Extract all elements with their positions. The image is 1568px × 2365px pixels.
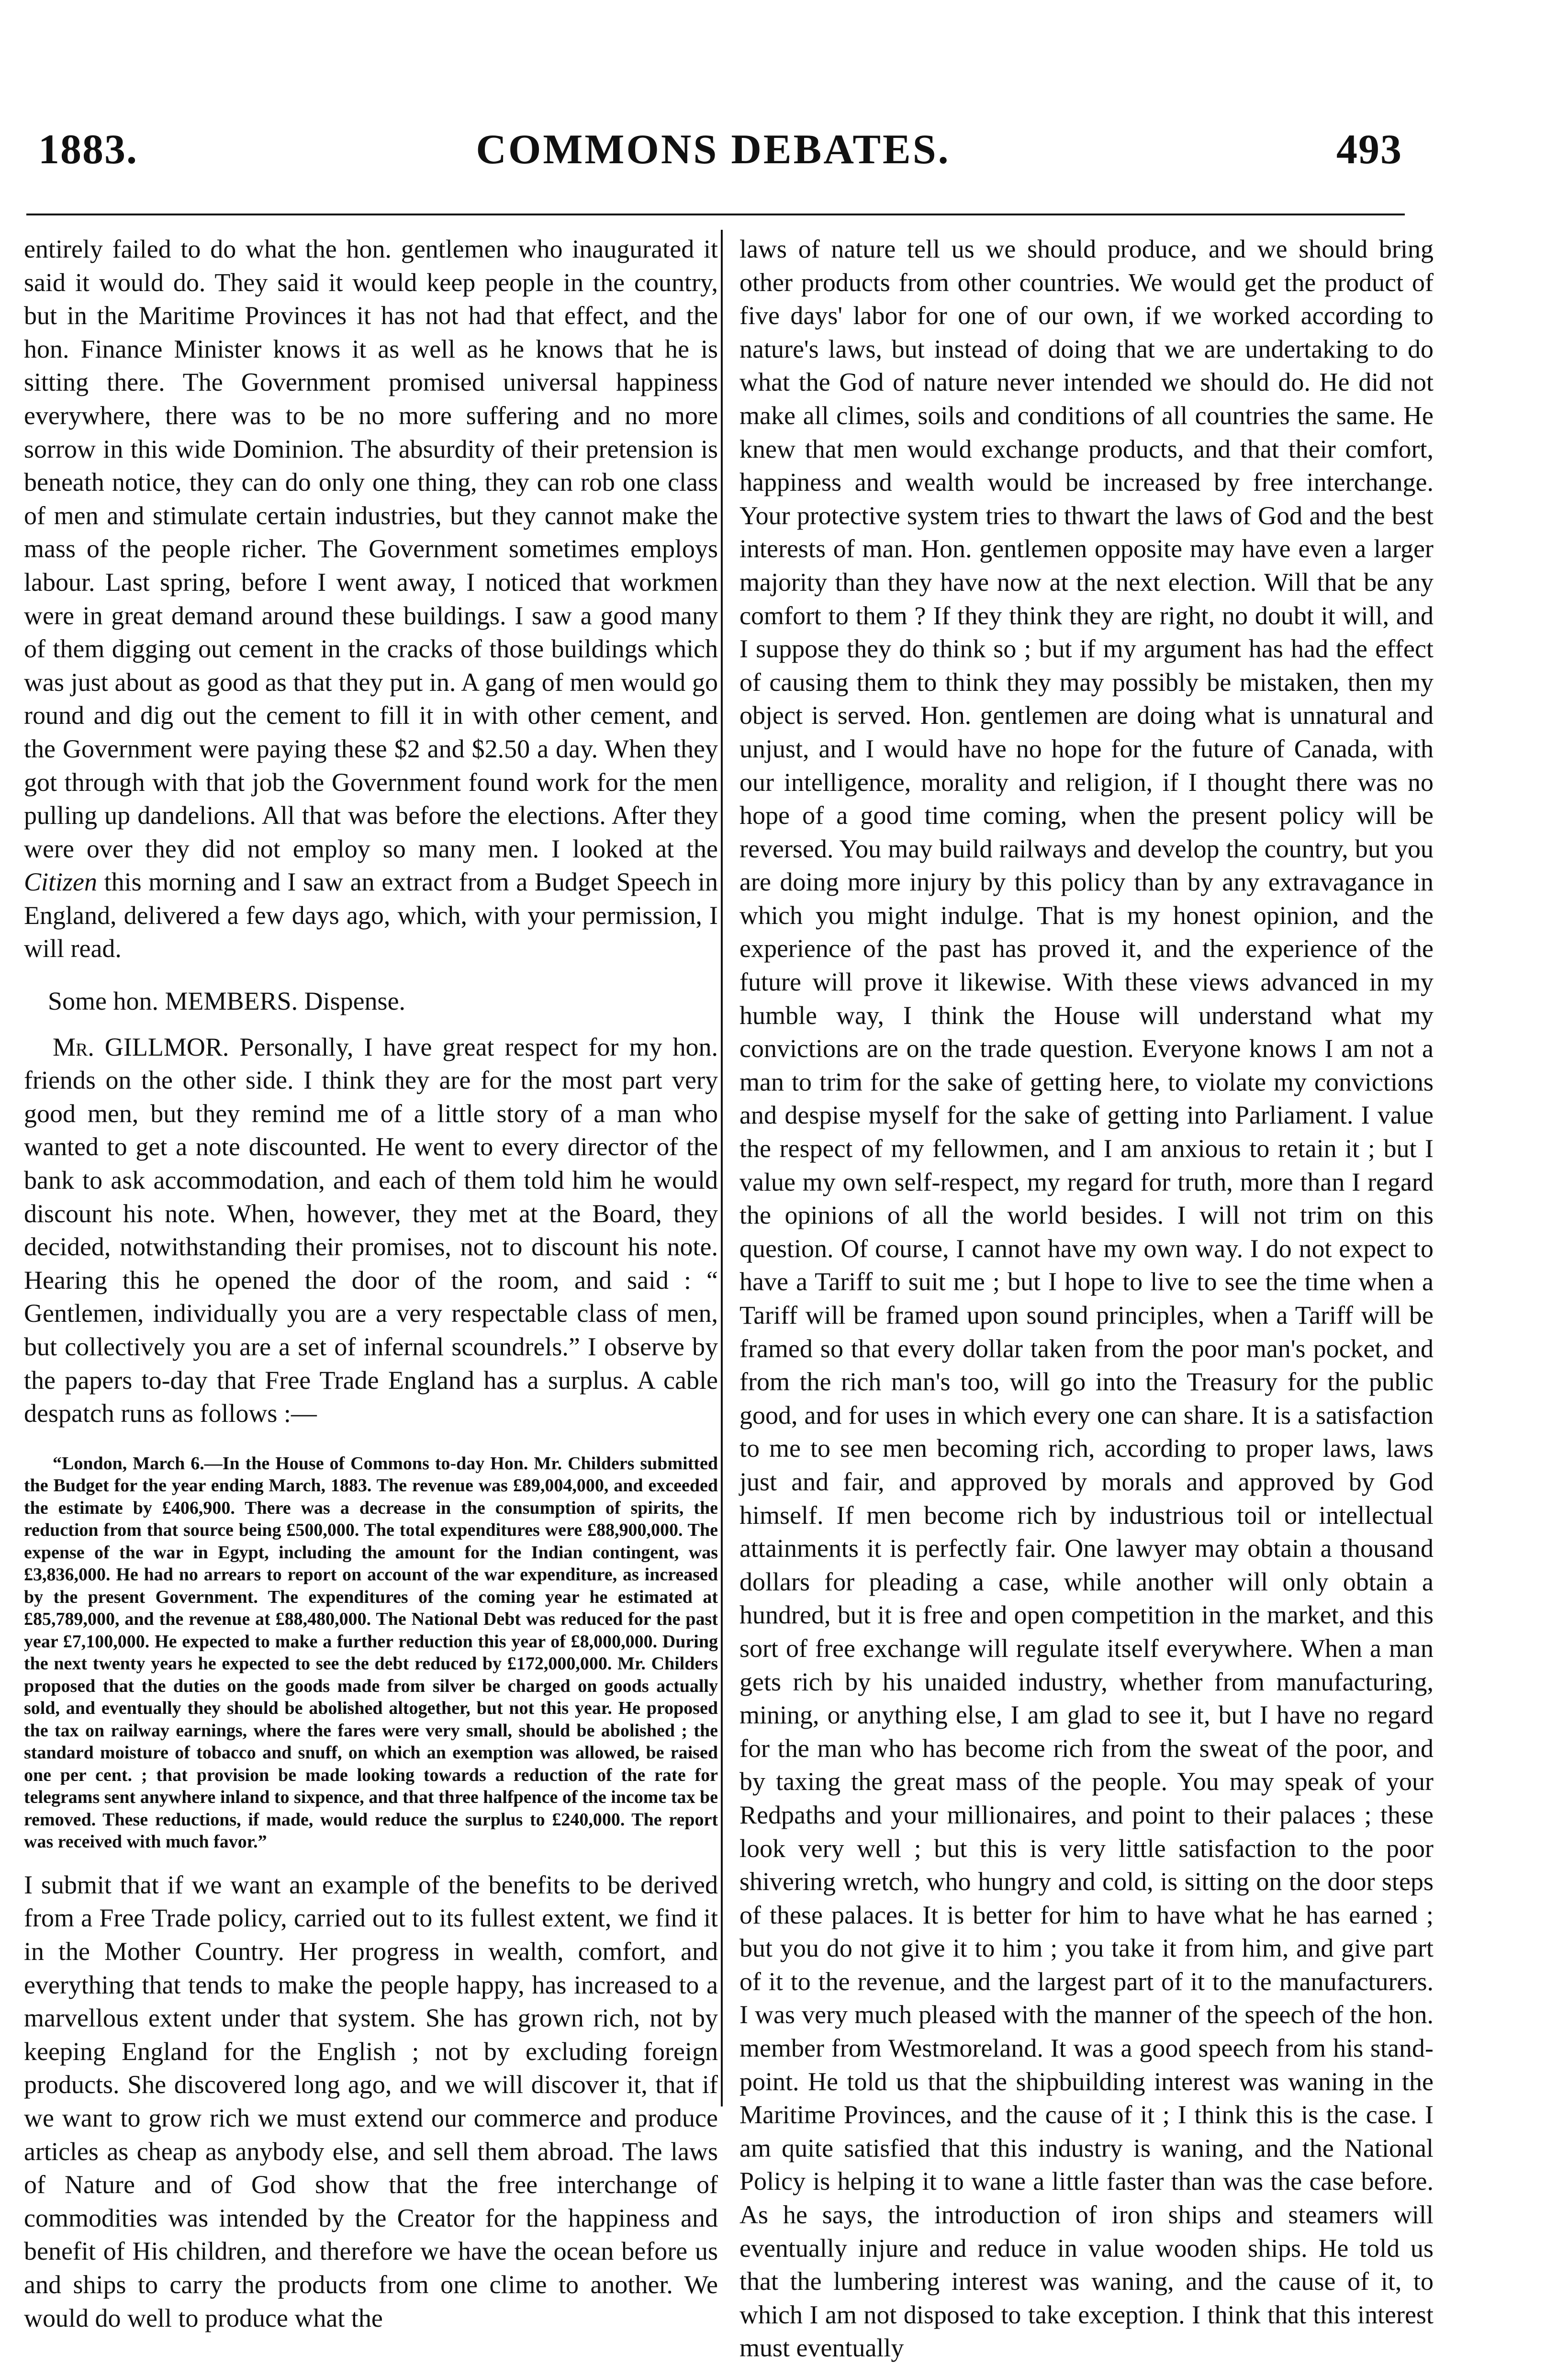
page-header bbox=[24, 119, 1402, 181]
left-paragraph-2 bbox=[24, 1031, 718, 1430]
right-paragraph-1: laws of nature tell us we should produce, and we should bring other products from other countries. We would get the product of five days' labor for one of our own, if we worked according to nature's laws, but instead of doing that we are undertaking to do what the God of nature never intended we should do. He did not make all climes, soils and conditions of all countries the same. He knew that men would exchange products, and that their comfort, happiness and wealth would be increased by free interchange. Your protective system tries to thwart the laws of God and the best interests of man. Hon. gentlemen opposite may have even a larger majority than they have now at the next election. Will that be any comfort to them ? If they think they are right, no doubt it will, and I suppose they do think so ; but if my argument has had the effect of causing them to think they may possibly be mistaken, then my object is served. Hon. gentlemen are doing what is unnatural and unjust, and I would have no hope for the future of Canada, with our intelligence, morality and religion, if I thought there was no hope of a good time coming, when the present policy will be reversed. You may build railways and develop the country, but you are doing more injury by this policy than by any extravagance in which you might indulge. That is my honest opinion, and the experience of the past has proved it, and the experience of the future will prove it likewise. With these views advanced in my humble way, I think the House will understand what my convictions are on the trade question. Everyone knows I am not a man to trim for the sake of getting here, to violate my convictions and despise myself for the sake of getting into Parliament. I value the respect of my fellowmen, and I am anxious to retain it ; but I value my own self-respect, my regard for truth, more than I regard the opinions of all the world besides. I will not trim on this question. Of course, I cannot have my own way. I do not expect to have a Tariff to suit me ; but I hope to live to see the time when a Tariff will be framed upon sound principles, when a Tariff will be framed so that every dollar taken from the poor man's pocket, and from the rich man's too, will go into the Treasury for the public good, and for uses in which every one can share. It is a satisfaction to me to see men becoming rich, according to proper laws, laws just and fair, and approved by morals and approved by God himself. If men become rich by industrious toil or intellectual attainments it is perfectly fair. One lawyer may obtain a thousand dollars for pleading a case, while another will only obtain a hundred, but it is free and open competition in the market, and this sort of free exchange will regulate itself everywhere. When a man gets rich by his unaided industry, whether from manufacturing, mining, or anything else, I am glad to see it, but I have no regard for the man who has become rich from the sweat of the poor, and by taxing the great mass of the people. You may speak of your Redpaths and your millionaires, and point to their palaces ; these look very well ; but this is very little satisfaction to the poor shivering wretch, who hungry and cold, is sitting on the door steps of these palaces. It is better for him to have what he has earned ; but you do not give it to him ; you take it from him, and give part of it to the revenue, and the largest part of it to the manufacturers. I was very much pleased with the manner of the speech of the hon. member from Westmoreland. It was a good speech from his stand-point. He told us that the shipbuilding interest was waning in the Maritime Provinces, and the cause of it ; I think this is the case. I am quite satisfied that this industry is waning, and the National Policy is helping it to wane a little faster than was the case before. As he says, the introduction of iron ships and steamers will eventually injure and reduce in value wooden ships. He told us that the lumbering interest was waning, and the cause of it, to which I am not disposed to take exception. I think that this interest must eventually bbox=[739, 235, 1434, 2363]
column-divider bbox=[721, 230, 723, 2106]
budget-quote: “London, March 6.—In the House of Commons to-day Hon. Mr. Childers submitted the Budget for the year ending March, 1883. The revenue was £89,004,000, and exceeded the estimate by £406,900. There was a decrease in the consumption of spirits, the reduction from that source being £500,000. The total expenditures were £88,900,000. The expense of the war in Egypt, including the amount for the Indian contingent, was £3,836,000. He had no arrears to report on account of the war expenditure, as increased by the present Government. The expenditures of the coming year he estimated at £85,789,000, and the revenue at £88,480,000. The National Debt was reduced for the past year £7,100,000. He expected to make a further reduction this year of £8,000,000. During the next twenty years he expected to see the debt reduced by £172,000,000. Mr. Childers proposed that the duties on the goods made from silver be charged on goods actually sold, and eventually they should be abolished altogether, but not this year. He proposed the tax on railway earnings, where the fares were very small, should be abolished ; the standard moisture of tobacco and snuff, on which an exemption was allowed, be raised one per cent. ; that provision be made looking towards a reduction of the rate for telegrams sent anywhere inland to sixpence, and that three halfpence of the income tax be removed. These reductions, if made, would reduce the surplus to £240,000. The report was received with much favor.” bbox=[24, 1453, 718, 1852]
right-column bbox=[739, 233, 1434, 2363]
header-year: 1883. bbox=[38, 126, 138, 173]
header-title: COMMONS DEBATES. bbox=[476, 126, 951, 173]
citizen-newspaper-title: Citizen bbox=[24, 867, 98, 897]
speaker-name: Mr. GILLMOR. bbox=[53, 1032, 229, 1061]
interjection bbox=[24, 985, 718, 1018]
left-column bbox=[24, 233, 718, 2332]
interjection-text: Dispense. bbox=[304, 987, 406, 1016]
left-paragraph-3: I submit that if we want an example of the benefits to be derived from a Free Trade policy, carried out to its fullest extent, we find it in the Mother Country. Her progress in wealth, comfort, and everything that tends to make the people happy, has increased to a marvellous extent under that system. She has grown rich, not by keeping England for the English ; not by excluding foreign products. She discovered long ago, and we will discover it, that if we want to grow rich we must extend our commerce and produce articles as cheap as anybody else, and sell them abroad. The laws of Nature and of God show that the free interchange of commodities was intended by the Creator for the happiness and benefit of His children, and therefore we have the ocean before us and ships to carry the products from one clime to another. We would do well to produce what the bbox=[24, 1870, 718, 2332]
interjection-speaker: Some hon. MEMBERS. bbox=[48, 987, 298, 1016]
left-paragraph-1-text: entirely failed to do what the hon. gentlemen who inaugurated it said it would do. They said it would keep people in the country, but in the Maritime Provinces it has not had that effect, and the hon. Finance Minister knows it as well as he knows that he is sitting there. The Government promised universal happiness everywhere, there was to be no more suffering and no more sorrow in this wide Dominion. The absurdity of their pretension is beneath notice, they can do only one thing, they can rob one class of men and stimulate certain industries, but they cannot make the mass of the people richer. The Government sometimes employs labour. Last spring, before I went away, I noticed that workmen were in great demand around these buildings. I saw a good many of them digging out cement in the cracks of those buildings which was just about as good as that they put in. A gang of men would go round and dig out the cement to fill it in with other cement, and the Government were paying these $2 and $2.50 a day. When they got through with that job the Government found work for the men pulling up dandelions. All that was before the elections. After they were over they did not employ so many men. I looked at the bbox=[24, 235, 718, 863]
header-rule bbox=[26, 214, 1405, 215]
left-paragraph-1 bbox=[24, 233, 718, 966]
left-paragraph-2-text: Personally, I have great respect for my hon. friends on the other side. I think they are for the most part very good men, but they remind me of a little story of a man who wanted to get a note discounted. He went to every director of the bank to ask accommodation, and each of them told him he would discount his note. When, however, they met at the Board, they decided, notwithstanding their promises, not to discount his note. Hearing this he opened the door of the room, and said : “ Gentlemen, individually you are a very respectable class of men, but collectively you are a set of infernal scoundrels.” I observe by the papers to-day that Free Trade England has a surplus. A cable despatch runs as follows :— bbox=[24, 1032, 718, 1428]
header-page-number: 493 bbox=[1336, 126, 1402, 173]
left-paragraph-1-end: this morning and I saw an extract from a Budget Speech in England, delivered a few days ago, which, with your permission, I will read. bbox=[24, 867, 718, 963]
